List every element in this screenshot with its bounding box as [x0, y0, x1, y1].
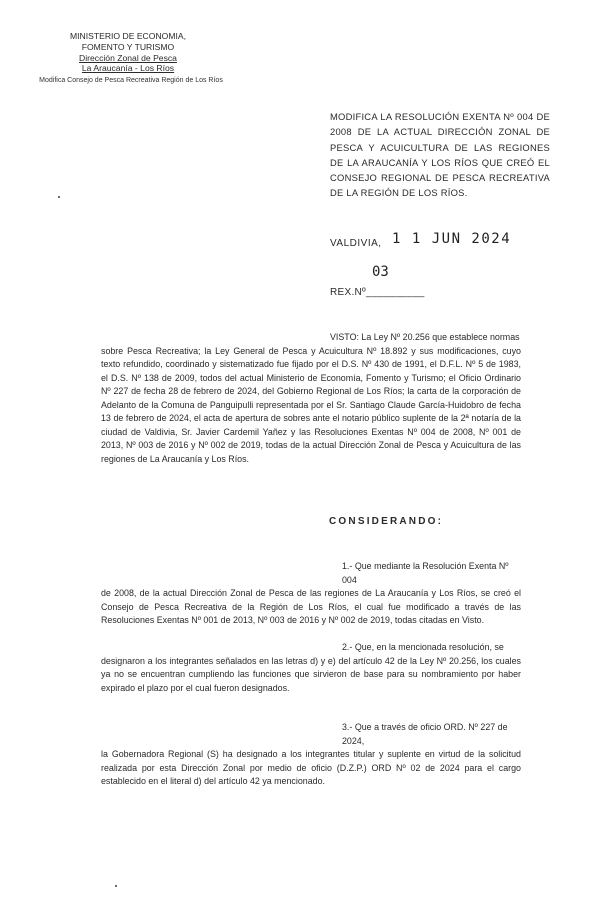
resolution-reference: MODIFICA LA RESOLUCIÓN EXENTA Nº 004 DE 2008 DE LA ACTUAL DIRECCIÓN ZONAL DE PESCA Y ACUICULTURA DE LAS REGIONES DE LA ARAUCANÍA Y LOS RÍOS QUE CREÓ EL CONSEJO REGIONAL DE PESCA RECREATIVA DE LA REGIÓN DE LOS RÍOS. [330, 111, 550, 199]
visto-first-line: VISTO: La Ley Nº 20.256 que establece normas [330, 332, 520, 342]
point-2-first-line: 2.- Que, en la mencionada resolución, se [342, 642, 504, 652]
visto-section [101, 331, 521, 466]
considerando-heading: CONSIDERANDO: [329, 516, 444, 527]
considerando-point-1 [101, 560, 521, 628]
directorate-name: Dirección Zonal de Pesca [79, 52, 177, 63]
point-1-first-line: 1.- Que mediante la Resolución Exenta Nº 004 [342, 561, 509, 585]
rex-number: 03 [372, 264, 389, 280]
place-label: VALDIVIA, [330, 238, 382, 249]
point-3-body: la Gobernadora Regional (S) ha designado a los integrantes titular y suplente en virtud de la solicitud realizada por esta Dirección Zonal por medio de oficio (D.Z.P.) ORD Nº 02 de 2024 para el cargo establecido en el literal d) del artículo 42 ya mencionado. [101, 749, 521, 786]
considerando-point-2 [101, 641, 521, 695]
ministry-line-1: MINISTERIO DE ECONOMIA, [69, 31, 187, 41]
rex-label: REX.Nº__________ [330, 287, 425, 298]
region-name: La Araucanía - Los Ríos [81, 63, 175, 74]
scan-speck [115, 885, 117, 887]
scan-speck [58, 196, 60, 198]
considerando-point-3 [101, 721, 521, 789]
date-stamp: 1 1 JUN 2024 [392, 231, 512, 247]
point-3-first-line: 3.- Que a través de oficio ORD. Nº 227 de 2024, [342, 722, 508, 746]
header-subtitle: Modifica Consejo de Pesca Recreativa Región de Los Ríos [39, 77, 223, 84]
header-block [48, 31, 208, 74]
point-1-body: de 2008, de la actual Dirección Zonal de Pesca de las regiones de La Araucanía y Los Ríos, se creó el Consejo de Pesca Recreativa de la Región de Los Ríos, el cual fue modificado a través de las Resoluciones Exentas Nº 001 de 2013, Nº 003 de 2016 y Nº 002 de 2019, todas citadas en Visto. [101, 588, 521, 625]
visto-body: sobre Pesca Recreativa; la Ley General de Pesca y Acuicultura Nº 18.892 y sus modificaciones, cuyo texto refundido, coordinado y sistematizado fue fijado por el D.S. Nº 430 de 1991, el D.F.L. Nº 5 de 1983, el D.S. Nº 138 de 2009, todos del actual Ministerio de Economía, Fomento y Turismo; el Oficio Ordinario Nº 227 de fecha 28 de febrero de 2024, del Gobierno Regional de Los Ríos; la carta de la corporación de Adelanto de la Comuna de Panguipulli representada por el Sr. Santiago Claude García-Huidobro de fecha 13 de febrero de 2024, el acta de apertura de sobres ante el notario público suplente de la 2ª notaría de la ciudad de Valdivia, Sr. Javier Cardemil Yañez y las Resoluciones Exentas Nº 004 de 2008, Nº 001 de 2013, Nº 003 de 2016 y Nº 002 de 2019, todas de la actual Dirección Zonal de Pesca y Acuicultura de las regiones de La Araucanía y Los Ríos. [101, 345, 521, 464]
ministry-line-2: FOMENTO Y TURISMO [81, 41, 175, 52]
point-2-body: designaron a los integrantes señalados en las letras d) y e) del artículo 42 de la Ley Nº 20.256, los cuales ya no se encuentran cumpliendo las funciones que sirvieron de base para su nombramiento por haber expirado el plazo por el cual fueron designados. [101, 655, 521, 693]
